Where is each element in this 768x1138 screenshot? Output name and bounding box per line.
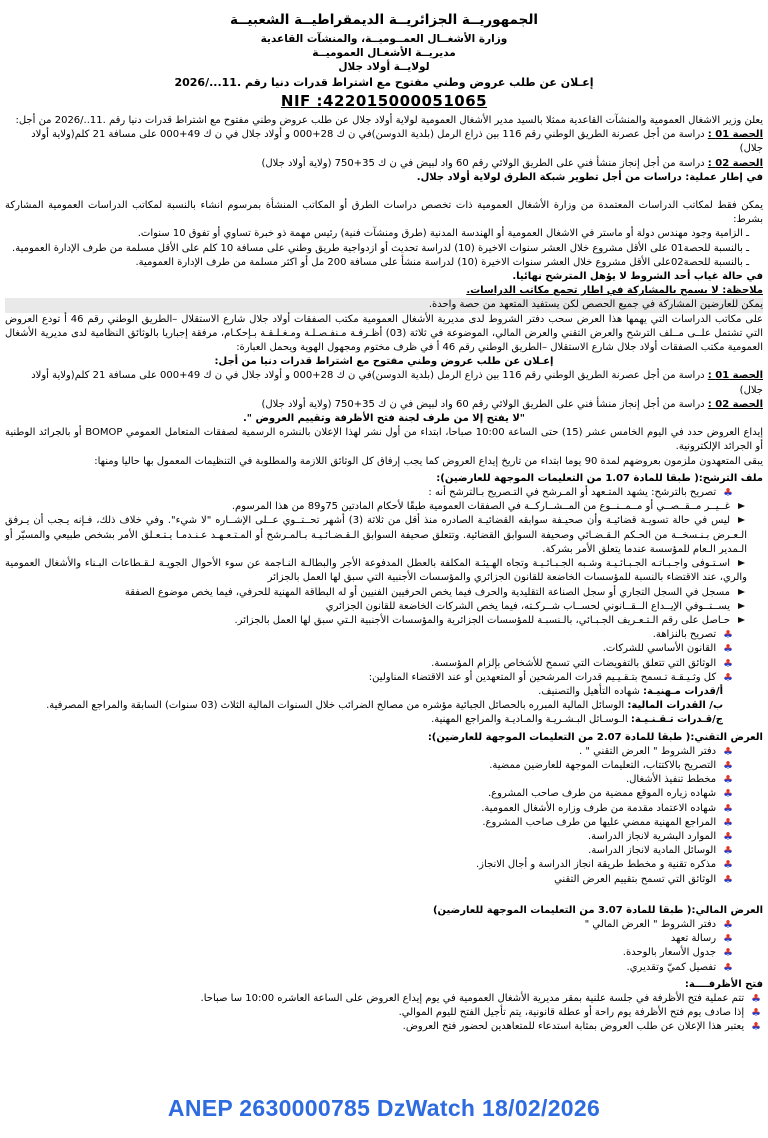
arrow-list-item: اسـتـوفى واجـبـاتـه الجـبـائـيـة وشـبه الجـبـائـيـة وتجاه الهـيئـة المكلفة بالعطل المدفوعة الأجر والبطالـة النـاجمة عن سوء الأحوال الجويـة لـقـطاعات البـناء والأشغال العمومية والري، عند الاقتضاء بالنسبة للمؤسسات الخاضعة للقانون الجزائري والمؤسسات الأجنبية التي سبق لها العمل بالجزائر	[5, 558, 747, 584]
club-bullet-icon: ♣	[723, 773, 733, 787]
arrow-list-item: غــيــر مــقــصــي أو مــمــنــوع من المــشــاركــة في الصفقات العمومية طبقًا لأحكام المادتين 75و89 من هذا المرسوم.	[5, 500, 763, 514]
center-line: "لا يفتح إلا من طرف لجنة فتح الأظرفة وتقييم العروض ".	[242, 413, 525, 425]
lot-line: الحصة 02 : دراسة من أجل إنجاز منشأ فني على الطريق الولائي رقم 60 واد لبيض في ن ك 35+750 (ولاية أولاد جلال)	[261, 157, 763, 169]
lot-line: الحصة 01 : دراسة من أجل عصرنة الطريق الوطني رقم 116 بين ذراع الرمل (بلدية الدوسن)في ن ك 28+000 و أولاد جلال في ن ك 49+000 على مسافة 21 كلم(ولاية أولاد جلال)	[31, 129, 763, 155]
arrow-bullet-icon	[738, 503, 745, 509]
arrow-list-item: حـاصل على رقم الـتـعـريف الجـبـائي، بالـنسبـة للمؤسسات الجزائرية والمؤسسات الأجنبية الـتي سبق لها العمل بالجزائر.	[5, 614, 763, 628]
club-bullet-icon: ♣	[723, 670, 733, 684]
club-list-item: ♣تصريح بالنزاهة.	[652, 628, 733, 642]
document-header	[0, 0, 768, 111]
club-list-item: ♣كل وثـيـقـة تـسمح بتـقـيـيم قدرات المرشحين أو المتعهدين أو عند الاقتضاء المناولين:	[368, 670, 733, 684]
club-list-item: ♣الوسائل المادية لانجاز الدراسة.	[588, 844, 733, 858]
nif-number: NIF :422015000051065	[280, 92, 488, 110]
club-list-item: ♣شهاده زياره الموقع ممضية من طرف صاحب المشروع.	[487, 787, 733, 801]
club-list-item: ♣الوثائق التي تتعلق بالتفويضات التي تسمح للأشخاص بإلزام المؤسسة.	[431, 656, 733, 670]
club-bullet-icon: ♣	[723, 642, 733, 656]
arrow-bullet-icon	[738, 560, 745, 566]
document-body	[0, 111, 768, 1035]
section-heading: العرض المالي:( طبقا للمادة 3.07 من التعليمات الموجهة للعارضين)	[432, 904, 763, 916]
club-bullet-icon: ♣	[723, 844, 733, 858]
club-bullet-icon: ♣	[723, 787, 733, 801]
line-lead-label: الحصة 01 :	[707, 370, 763, 382]
opening-list-item: ♣تتم عملية فتح الأظرفة في جلسة علنية بمقر مديرية الأشغال العمومية في يوم إيداع العروض على الساعة العاشره 10:00 سا صباحا.	[200, 991, 761, 1005]
club-bullet-icon: ♣	[723, 917, 733, 931]
blank-line	[5, 185, 763, 199]
club-bullet-icon: ♣	[723, 932, 733, 946]
club-list-item: ♣جدول الأسعار بالوحدة.	[622, 946, 733, 960]
club-list-item: ♣المراجع المهنية ممضي عليها من طرف صاحب المشروع.	[482, 815, 733, 829]
club-bullet-icon: ♣	[723, 628, 733, 642]
club-bullet-icon: ♣	[723, 858, 733, 872]
club-list-item: ♣الوثائق التي تسمح بتقييم العرض التقني	[554, 872, 733, 886]
club-list-item: ♣رسالة تعهد	[670, 932, 733, 946]
club-bullet-icon: ♣	[723, 872, 733, 886]
arrow-bullet-icon	[738, 517, 745, 523]
section-heading: ملف الترشح:( طبقا للمادة 1.07 من التعليمات الموجهة للعارضين):	[436, 472, 763, 484]
capacity-line: ب/ القدرات المالية: الوسائل المالية المبرره بالحصائل الجبائية مؤشره من مصالح الضرائب خلال السنوات المالية الثلاث (03 سنوات) السابقة والمراجع المصرفية.	[46, 700, 723, 712]
paragraph: على مكاتب الدراسات التي يهمها هذا العرض سحب دفتر الشروط لدى مديرية الأشغال العمومية مكتب الصفقات أولاد جلال شارع الاستقلال –الطريق الوطني رقم 46 أ تودع العروض التي تشتمل علــى مــلف الترشح والعرض التقني والعرض المالي، الموضوعة في ثلاثة (03) أظـرفـة مـنفـصـلـة ومـغـلـقـة بـإحكـام، مرفقة إجباريا بالوثائق النظامية لدى مديرية الأشغال العمومية مكتب الصفقات أولاد جلال شارع الاستقلال –الطريق الوطني رقم 46 أ في ظرف مختوم ومجهول الهوية ويحمل العبارة:	[5, 313, 763, 354]
section-heading: العرض التقني:( طبقا للمادة 2.07 من التعليمات الموجهة للعارضين):	[427, 731, 763, 743]
dash-list-item: ـ بالنسبة للحصة02على الأقل مشروع خلال العشر سنوات الاخيرة (10) لدراسة منشأ على مسافة 200 مل أو اكثر مسلمة من طرف الإدارة العمومية.	[135, 256, 749, 268]
section-heading: فتح الأظرفــــة:	[684, 978, 763, 990]
capacity-line: أ/قدرات مـهنيـة: شهاده التأهيل والتصنيف.	[538, 685, 723, 697]
club-list-item: ♣دفتر الشروط " العرض التقني " .	[579, 744, 733, 758]
club-bullet-icon: ♣	[751, 1020, 761, 1034]
line-lead-label: ج/قـدرات تـقـنـيـة:	[630, 714, 723, 726]
wilaya-line: لولايــة أولاد جلال	[338, 61, 430, 73]
opening-list-item: ♣يعتبر هذا الإعلان عن طلب العروض بمثابة استدعاء للمتعاهدين لحضور فتح العروض.	[402, 1020, 761, 1034]
paragraph: يعلن وزير الاشغال العمومية والمنشآت القاعدية ممثلا بالسيد مدير الأشغال العمومية لولاية أولاد جلال عن طلب عروض وطني مفتوح مع اشتراط قدرات دنيا رقم .11../2026 من أجل:	[15, 115, 763, 126]
club-list-item: ♣دفتر الشروط " العرض المالي "	[584, 917, 733, 931]
bold-paragraph: في إطار عملية: دراسات من أجل تطوير شبكة الطرق لولاية أولاد جلال.	[416, 171, 763, 183]
line-lead-label: الحصة 02 :	[707, 398, 763, 410]
club-bullet-icon: ♣	[723, 486, 733, 500]
tender-announcement-title: إعـلان عن طلب عروض وطني مفتوح مع اشتراط قدرات دنيا رقم .11.../2026	[174, 76, 594, 89]
paragraph: يمكن فقط لمكاتب الدراسات المعتمدة من وزارة الأشغال العمومية ذات تخصص دراسات الطرق أو المكاتب المنشأة بمرسوم انشاء بالنسبة لمكاتب الدراسات العمومية المشاركة بشرط:	[5, 200, 763, 226]
club-bullet-icon: ♣	[723, 801, 733, 815]
club-bullet-icon: ♣	[723, 758, 733, 772]
bold-paragraph: في حالة غياب أحد الشروط لا يؤهل المترشح نهائيا.	[512, 271, 763, 283]
dash-list-item: ـ الزامية وجود مهندس دولة أو ماستر في الاشغال العمومية أو الهندسة المدنية (طرق ومنشآت فنية) رئيس مهمة ذو خبرة تساوي أو تفوق 10 سنوات.	[137, 228, 749, 240]
club-list-item: ♣شهاده الاعتماد مقدمة من طرف وزاره الأشغال العمومية.	[481, 801, 733, 815]
note-line: ملاحظة: لا يسمح بالمشاركة في اطار تجمع مكاتب الدراسات.	[466, 285, 763, 297]
arrow-list-item: مسجل في السجل التجاري أو سجل الصناعة التقليدية والحرف فيما يخص الحرفيين الفنيين أو له البطاقة المهنية للحرفي، فيما يخص موضوع الصفقة	[5, 586, 763, 600]
ministry-line: وزارة الأشغــال العمــوميــة، والمنشآت القاعدية	[260, 33, 508, 45]
lot-line: الحصة 01 : دراسة من أجل عصرنة الطريق الوطني رقم 116 بين ذراع الرمل (بلدية الدوسن)في ن ك 28+000 و أولاد جلال في ن ك 49+000 على مسافة 21 كلم(ولاية أولاد جلال)	[31, 370, 763, 396]
paragraph: يبقى المتعهدون ملزمون بعروضهم لمدة 90 يوما ابتداء من تاريخ إيداع العروض كما يجب إرفاق كل الوثائق اللازمة والمطلوبة في التنظيمات المعمول بها حاليا ومنها:	[94, 455, 763, 467]
line-lead-label: ب/ القدرات المالية:	[627, 700, 723, 712]
club-list-item: ♣مخطط تنفيذ الأشغال.	[625, 773, 733, 787]
club-bullet-icon: ♣	[723, 960, 733, 974]
line-lead-label: أ/قدرات مـهنيـة:	[643, 685, 723, 697]
club-bullet-icon: ♣	[723, 829, 733, 843]
highlight-line: يمكن للعارضين المشاركة في جميع الحصص لكن يستفيد المتعهد من حصة واحدة.	[5, 298, 763, 312]
club-bullet-icon: ♣	[751, 1006, 761, 1020]
arrow-bullet-icon	[738, 603, 745, 609]
opening-list-item: ♣إذا صادف يوم فتح الأظرفة يوم راحة أو عطلة قانونية، يتم تأجيل الفتح لليوم الموالي.	[398, 1006, 761, 1020]
arrow-bullet-icon	[738, 617, 745, 623]
club-list-item: ♣مذكره تقنية و مخطط طريقة انجاز الدراسة و أجال الانجاز.	[475, 858, 733, 872]
club-list-item: ♣القانون الأساسي للشركات.	[602, 642, 733, 656]
arrow-list-item: ليس في حالة تسويـة قضائيـة وأن صحيـفة سوابقه القضائيـة الصادره منذ أقل من ثلاثة (3) أشهر تحــتــوي عــلى الإشــاره "لا شيء". وفي خلاف ذلك، فـإنه يـجب أن يـرفق الـعـرض بـنـسخــة من الحـكم الـقـضـائي وصحيفة السوابق القضائية. وتتعلق صحيفة السوابق الـقـضـائـيـة بـالمـرشح أو المـتـعـهـد عـنـدمـا يـتـعـلق الأمر بشخص طبيعي والمسيّر أو الـمدير الـعام للمؤسسة عندما يتعلق الأمر بشركة.	[5, 515, 747, 555]
dash-list-item: ـ بالنسبة للحصة01 على الأقل مشروع خلال العشر سنوات الاخيرة (10) لدراسة تحديث أو ازدواجية طريق وطني على مسافة 10 كلم على الأقل مسلمة من طرف الإدارة العمومية.	[12, 242, 749, 254]
lot-line: الحصة 02 : دراسة من أجل إنجاز منشأ فني على الطريق الولائي رقم 60 واد لبيض في ن ك 35+750 (ولاية أولاد جلال)	[261, 398, 763, 410]
club-list-item: ♣تصريح بالترشح: يشهد المتـعهد أو المـرشح في التـصريح بـالترشح أنه :	[428, 486, 733, 500]
center-line: إعـلان عن طلب عروض وطني مفتوح مع اشتراط قدرات دنيا من أجل:	[214, 356, 554, 368]
republic-title: الجمهوريــة الجزائريــة الديمقراطيــة الشعبيــة	[229, 12, 539, 28]
directorate-line: مديريــة الأشغـال العموميــة	[312, 47, 456, 59]
paragraph: إيداع العروض حدد في اليوم الخامس عشر (15) حتى الساعة 10:00 صباحا، ابتداء من أول نشر لهذا الإعلان بالنشره الرسمية لصفقات المتعامل العمومي BOMOP أو بالجرائد الوطنية أو الجرائد الإلكترونية.	[5, 427, 764, 453]
anep-footer: ANEP 2630000785 DzWatch 18/02/2026	[167, 1095, 601, 1121]
line-lead-label: الحصة 01 :	[707, 129, 763, 141]
club-bullet-icon: ♣	[723, 656, 733, 670]
club-bullet-icon: ♣	[723, 946, 733, 960]
arrow-list-item: يســتــوفي الإيــداع الــقــانوني لحســاب شــركـته، فيما يخص الشركات الخاضعة للقانون الجزائري	[5, 600, 763, 614]
club-bullet-icon: ♣	[723, 815, 733, 829]
club-list-item: ♣الموارد البشرية لانجاز الدراسة.	[587, 829, 733, 843]
line-lead-label: الحصة 02 :	[707, 157, 763, 169]
club-list-item: ♣التصريح بالاكتتاب، التعليمات الموجهة للعارضين ممضية.	[489, 758, 733, 772]
club-list-item: ♣تفصيل كميّ وتقديري.	[626, 960, 733, 974]
arrow-bullet-icon	[738, 589, 745, 595]
club-bullet-icon: ♣	[751, 991, 761, 1005]
blank-line	[5, 887, 763, 901]
capacity-line: ج/قـدرات تـقـنـيـة: الـوسـائل البـشـريـة والمـاديـة والمراجع المهنية.	[431, 714, 723, 726]
club-bullet-icon: ♣	[723, 744, 733, 758]
